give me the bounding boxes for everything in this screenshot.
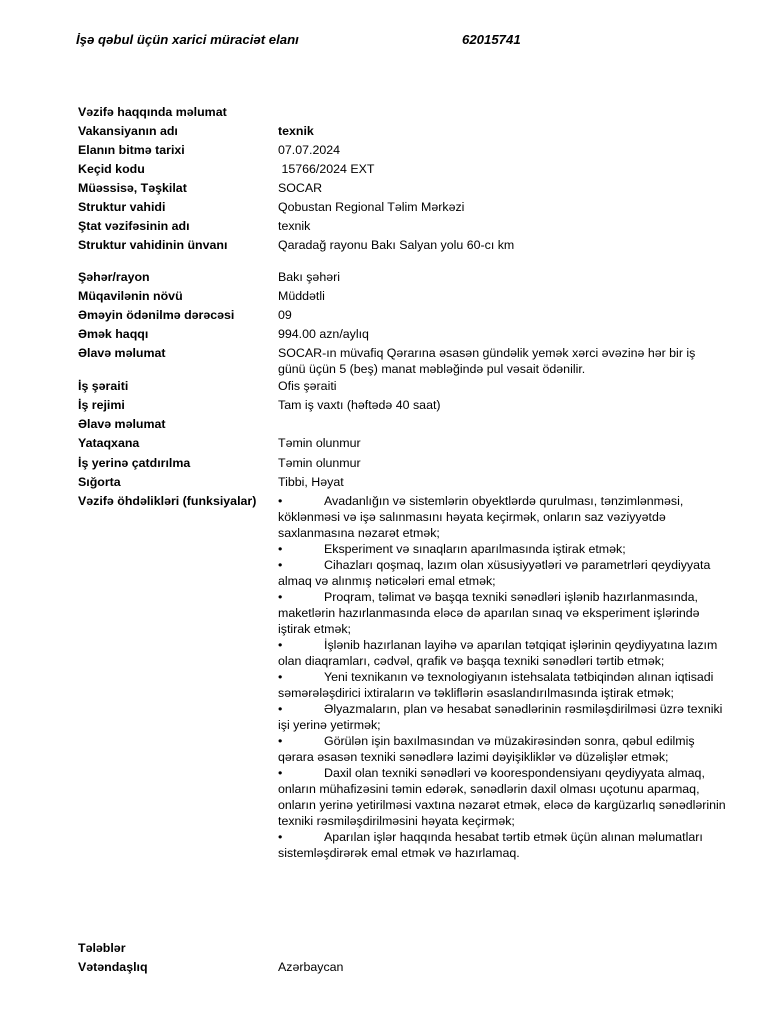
duty-text: Daxil olan texniki sənədləri və koorespondensiyanı qeydiyyata almaq, onların mühafizəsini təmin edərək, sənədlərin daxil olması uçotunu aparmaq, onların yerinə yetirilməsi vaxtına nəzarət etmək, eləcə də kargüzarlıq sənədlərinin texniki rəsmiləşdirilməsini həyata keçirmək; — [278, 766, 726, 828]
field-value: Tibbi, Həyat — [278, 475, 344, 489]
field-label: İş yerinə çatdırılma — [78, 456, 191, 470]
field-label: Müqavilənin növü — [78, 289, 183, 303]
field-label: Yataqxana — [78, 436, 140, 450]
document-header — [76, 32, 676, 52]
bullet-icon: • — [278, 766, 283, 780]
duty-text: Proqram, təlimat və başqa texniki sənədləri işlənib hazırlanmasında, maketlərin hazırlanmasında eləcə də aparılan sınaq və eksperiment işlərində iştirak etmək; — [278, 590, 700, 636]
duty-text: Avadanlığın və sistemlərin obyektlərdə qurulması, tənzimlənməsi, köklənməsi və işə salınmasını həyata keçirmək, onların saz vəziyyətdə saxlanmasına nəzarət etmək; — [278, 494, 684, 540]
document-number: 62015741 — [462, 32, 521, 47]
duty-item — [278, 493, 728, 541]
bullet-icon: • — [278, 670, 283, 684]
duty-item — [278, 701, 728, 733]
bullet-icon: • — [278, 702, 283, 716]
field-label: Əməyin ödənilmə dərəcəsi — [78, 308, 235, 322]
field-label: Elanın bitmə tarixi — [78, 143, 185, 157]
duty-text: Görülən işin baxılmasından və müzakirəsindən sonra, qəbul edilmiş qərara əsasən texniki sənədlərə lazimi dəyişikliklər və düzəlişlər etmək; — [278, 734, 695, 764]
field-value: Tam iş vaxtı (həftədə 40 saat) — [278, 398, 441, 412]
bullet-icon: • — [278, 638, 283, 652]
field-value: 07.07.2024 — [278, 143, 341, 157]
duty-text: Aparılan işlər haqqında hesabat tərtib etmək üçün alınan məlumatları sistemləşdirərək emal etmək və hazırlamaq. — [278, 830, 703, 860]
bullet-icon: • — [278, 558, 283, 572]
field-label: Əmək haqqı — [78, 327, 149, 341]
duty-item — [278, 669, 728, 701]
section-title: Tələblər — [78, 941, 126, 955]
field-label: Vətəndaşlıq — [78, 960, 148, 974]
duty-item — [278, 829, 728, 861]
field-label: Əlavə məlumat — [78, 346, 166, 360]
field-value: Azərbaycan — [278, 960, 344, 974]
duty-item — [278, 765, 728, 829]
field-value: Təmin olunmur — [278, 436, 361, 450]
field-value: Ofis şəraiti — [278, 379, 337, 393]
field-value: texnik — [278, 124, 314, 138]
field-value: Müddətli — [278, 289, 325, 303]
duties-list — [278, 493, 728, 861]
field-label: Müəssisə, Təşkilat — [78, 181, 187, 195]
bullet-icon: • — [278, 542, 283, 556]
field-label: Struktur vahidinin ünvanı — [78, 238, 228, 252]
bullet-icon: • — [278, 494, 283, 508]
field-label: Vakansiyanın adı — [78, 124, 178, 138]
field-value: Qobustan Regional Təlim Mərkəzi — [278, 200, 465, 214]
duty-item — [278, 541, 728, 557]
duty-item — [278, 589, 728, 637]
field-value: 994.00 azn/aylıq — [278, 327, 369, 341]
duty-text: Cihazları qoşmaq, lazım olan xüsusiyyətləri və parametrləri qeydiyyata almaq və alınmış nəticələri emal etmək; — [278, 558, 711, 588]
field-value: texnik — [278, 219, 311, 233]
duty-item — [278, 637, 728, 669]
document-title: İşə qəbul üçün xarici müraciət elanı — [76, 32, 299, 47]
field-label: İş rejimi — [78, 398, 125, 412]
field-label: Keçid kodu — [78, 162, 145, 176]
bullet-icon: • — [278, 734, 283, 748]
field-label: Vəzifə öhdəlikləri (funksiyalar) — [78, 494, 257, 508]
duty-item — [278, 733, 728, 765]
bullet-icon: • — [278, 590, 283, 604]
field-label: Struktur vahidi — [78, 200, 166, 214]
field-value: 15766/2024 EXT — [278, 162, 375, 176]
duty-text: İşlənib hazırlanan layihə və aparılan tətqiqat işlərinin qeydiyyatına lazım olan diaqramları, cədvəl, qrafik və başqa texniki sənədləri tərtib etmək; — [278, 638, 718, 668]
duty-text: Əlyazmaların, plan və hesabat sənədlərinin rəsmiləşdirilməsi üzrə texniki işi yerinə yetirmək; — [278, 702, 723, 732]
field-value: Qaradağ rayonu Bakı Salyan yolu 60-cı km — [278, 238, 515, 252]
duty-text: Eksperiment və sınaqların aparılmasında iştirak etmək; — [324, 542, 626, 556]
field-value: SOCAR-ın müvafiq Qərarına əsasən gündəlik yemək xərci əvəzinə hər bir iş günü üçün 5 (beş) manat məbləğində pul vəsait ödənilir. — [278, 346, 696, 376]
field-label: Əlavə məlumat — [78, 417, 166, 431]
duty-text: Yeni texnikanın və texnologiyanın istehsalata tətbiqindən alınan iqtisadi səmərələşdirici ixtiraların və təkliflərin əsaslandırılmasında iştirak etmək; — [278, 670, 714, 700]
section-title: Vəzifə haqqında məlumat — [78, 105, 227, 119]
field-label: Şəhər/rayon — [78, 270, 150, 284]
field-value: Bakı şəhəri — [278, 270, 340, 284]
field-label: Sığorta — [78, 475, 121, 489]
bullet-icon: • — [278, 830, 283, 844]
field-label: İş şəraiti — [78, 379, 129, 393]
field-label: Ştat vəzifəsinin adı — [78, 219, 190, 233]
field-value: Təmin olunmur — [278, 456, 361, 470]
field-value: 09 — [278, 308, 292, 322]
duty-item — [278, 557, 728, 589]
field-value: SOCAR — [278, 181, 323, 195]
